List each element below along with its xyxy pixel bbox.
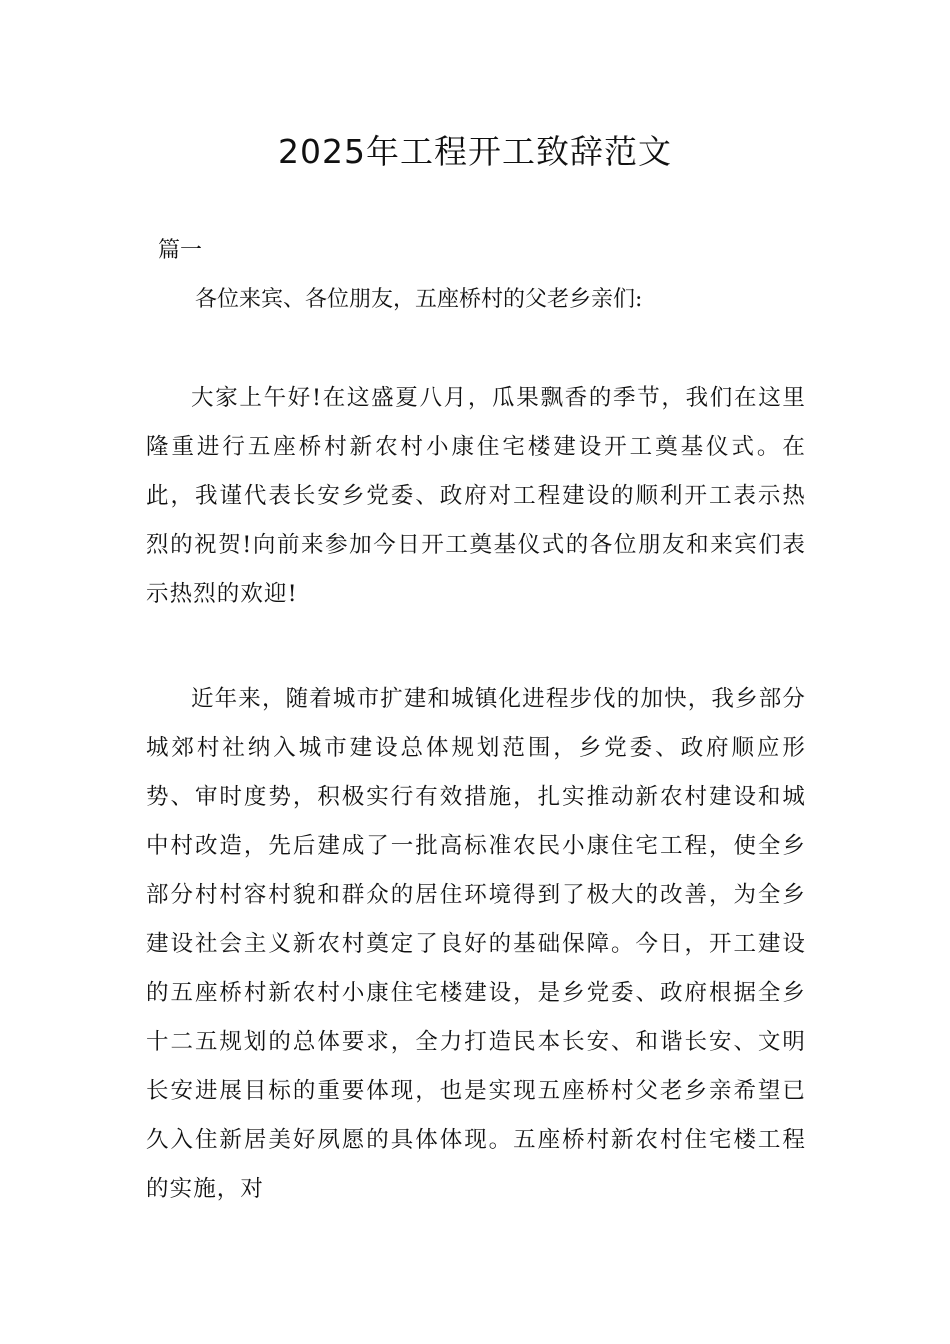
section-label: 篇一 bbox=[158, 238, 203, 263]
paragraph-opening: 大家上午好!在这盛夏八月，瓜果飘香的季节，我们在这里隆重进行五座桥村新农村小康住宅楼建设开工奠基仪式。在此，我谨代表长安乡党委、政府对工程建设的顺利开工表示热烈的祝贺!向前来参加今日开工奠基仪式的各位朋友和来宾们表示热烈的欢迎! bbox=[146, 385, 806, 607]
greeting-line: 各位来宾、各位朋友，五座桥村的父老乡亲们: bbox=[195, 287, 643, 312]
paragraph-background: 近年来，随着城市扩建和城镇化进程步伐的加快，我乡部分城郊村社纳入城市建设总体规划范围，乡党委、政府顺应形势、审时度势，积极实行有效措施，扎实推动新农村建设和城中村改造，先后建成了一批高标准农民小康住宅工程，使全乡部分村村容村貌和群众的居住环境得到了极大的改善，为全乡建设社会主义新农村奠定了良好的基础保障。今日，开工建设的五座桥村新农村小康住宅楼建设，是乡党委、政府根据全乡十二五规划的总体要求，全力打造民本长安、和谐长安、文明长安进展目标的重要体现，也是实现五座桥村父老乡亲希望已久入住新居美好夙愿的具体体现。五座桥村新农村住宅楼工程的实施，对 bbox=[146, 686, 806, 1202]
document-title: 2025年工程开工致辞范文 bbox=[278, 132, 672, 171]
